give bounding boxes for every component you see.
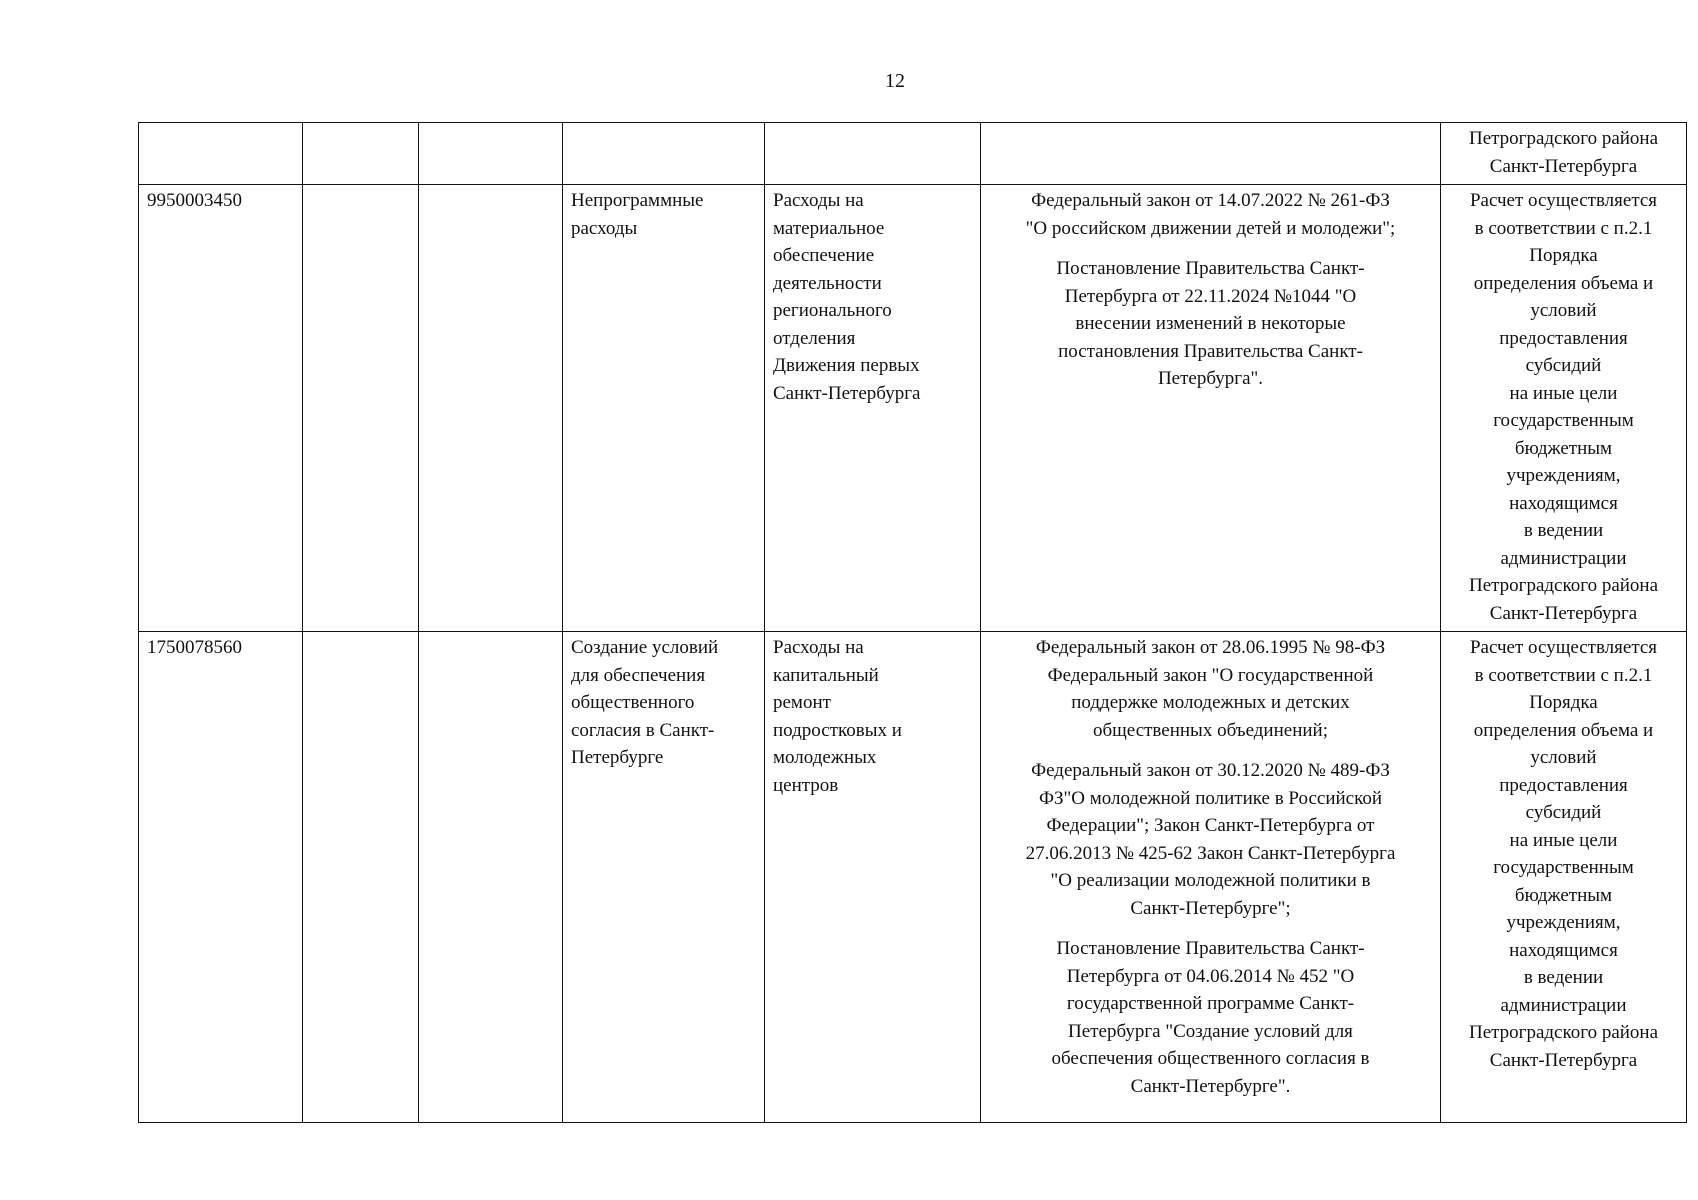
cell-calc-method: Расчет осуществляется в соответствии с п.2.1 Порядка определения объема и условий предоставления субсидий на иные цели государственным бюджетным учреждениям, находящимся в ведении администрации Петроградского района Санкт-Петербурга	[1441, 185, 1687, 632]
cell-empty	[419, 185, 563, 632]
cell-empty	[419, 123, 563, 185]
cell-program: Создание условий для обеспечения общественного согласия в Санкт- Петербурге	[563, 632, 765, 1123]
budget-table	[138, 122, 1687, 1123]
cell-empty	[303, 185, 419, 632]
cell-code: 9950003450	[139, 185, 303, 632]
cell-purpose: Расходы на материальное обеспечение деятельности регионального отделения Движения первых Санкт-Петербурга	[765, 185, 981, 632]
table-row-continuation	[139, 123, 1687, 185]
cell-code: 1750078560	[139, 632, 303, 1123]
page-number: 12	[885, 70, 905, 92]
cell-purpose	[765, 123, 981, 185]
cell-program	[563, 123, 765, 185]
cell-program: Непрограммные расходы	[563, 185, 765, 632]
cell-purpose: Расходы на капитальный ремонт подростковых и молодежных центров	[765, 632, 981, 1123]
cell-code	[139, 123, 303, 185]
legal-reference: Федеральный закон от 14.07.2022 № 261-ФЗ "О российском движении детей и молодежи";	[1025, 190, 1396, 239]
legal-reference: Федеральный закон от 28.06.1995 № 98-ФЗ Федеральный закон "О государственной поддержке молодежных и детских общественных объединений;	[1035, 637, 1386, 741]
cell-legal-basis	[981, 123, 1441, 185]
cell-calc-method: Расчет осуществляется в соответствии с п.2.1 Порядка определения объема и условий предоставления субсидий на иные цели государственным бюджетным учреждениям, находящимся в ведении администрации Петроградского района Санкт-Петербурга	[1441, 632, 1687, 1123]
cell-calc-method: Петроградского района Санкт-Петербурга	[1441, 123, 1687, 185]
cell-legal-basis	[981, 632, 1441, 1123]
legal-reference: Постановление Правительства Санкт- Петербурга от 04.06.2014 № 452 "О государственной программе Санкт- Петербурга "Создание условий для обеспечения общественного согласия в Санкт-Петербурге".	[1051, 938, 1370, 1097]
cell-empty	[419, 632, 563, 1123]
cell-empty	[303, 123, 419, 185]
cell-empty	[303, 632, 419, 1123]
legal-reference: Федеральный закон от 30.12.2020 № 489-ФЗ ФЗ"О молодежной политике в Российской Федерации"; Закон Санкт-Петербурга от 27.06.2013 № 425-62 Закон Санкт-Петербурга "О реализации молодежной политики в Санкт-Петербурге";	[1025, 760, 1396, 919]
legal-reference: Постановление Правительства Санкт- Петербурга от 22.11.2024 №1044 "О внесении изменений в некоторые постановления Правительства Санкт- Петербурга".	[1056, 258, 1365, 389]
table-row	[139, 632, 1687, 1123]
cell-legal-basis	[981, 185, 1441, 632]
table-row	[139, 185, 1687, 632]
